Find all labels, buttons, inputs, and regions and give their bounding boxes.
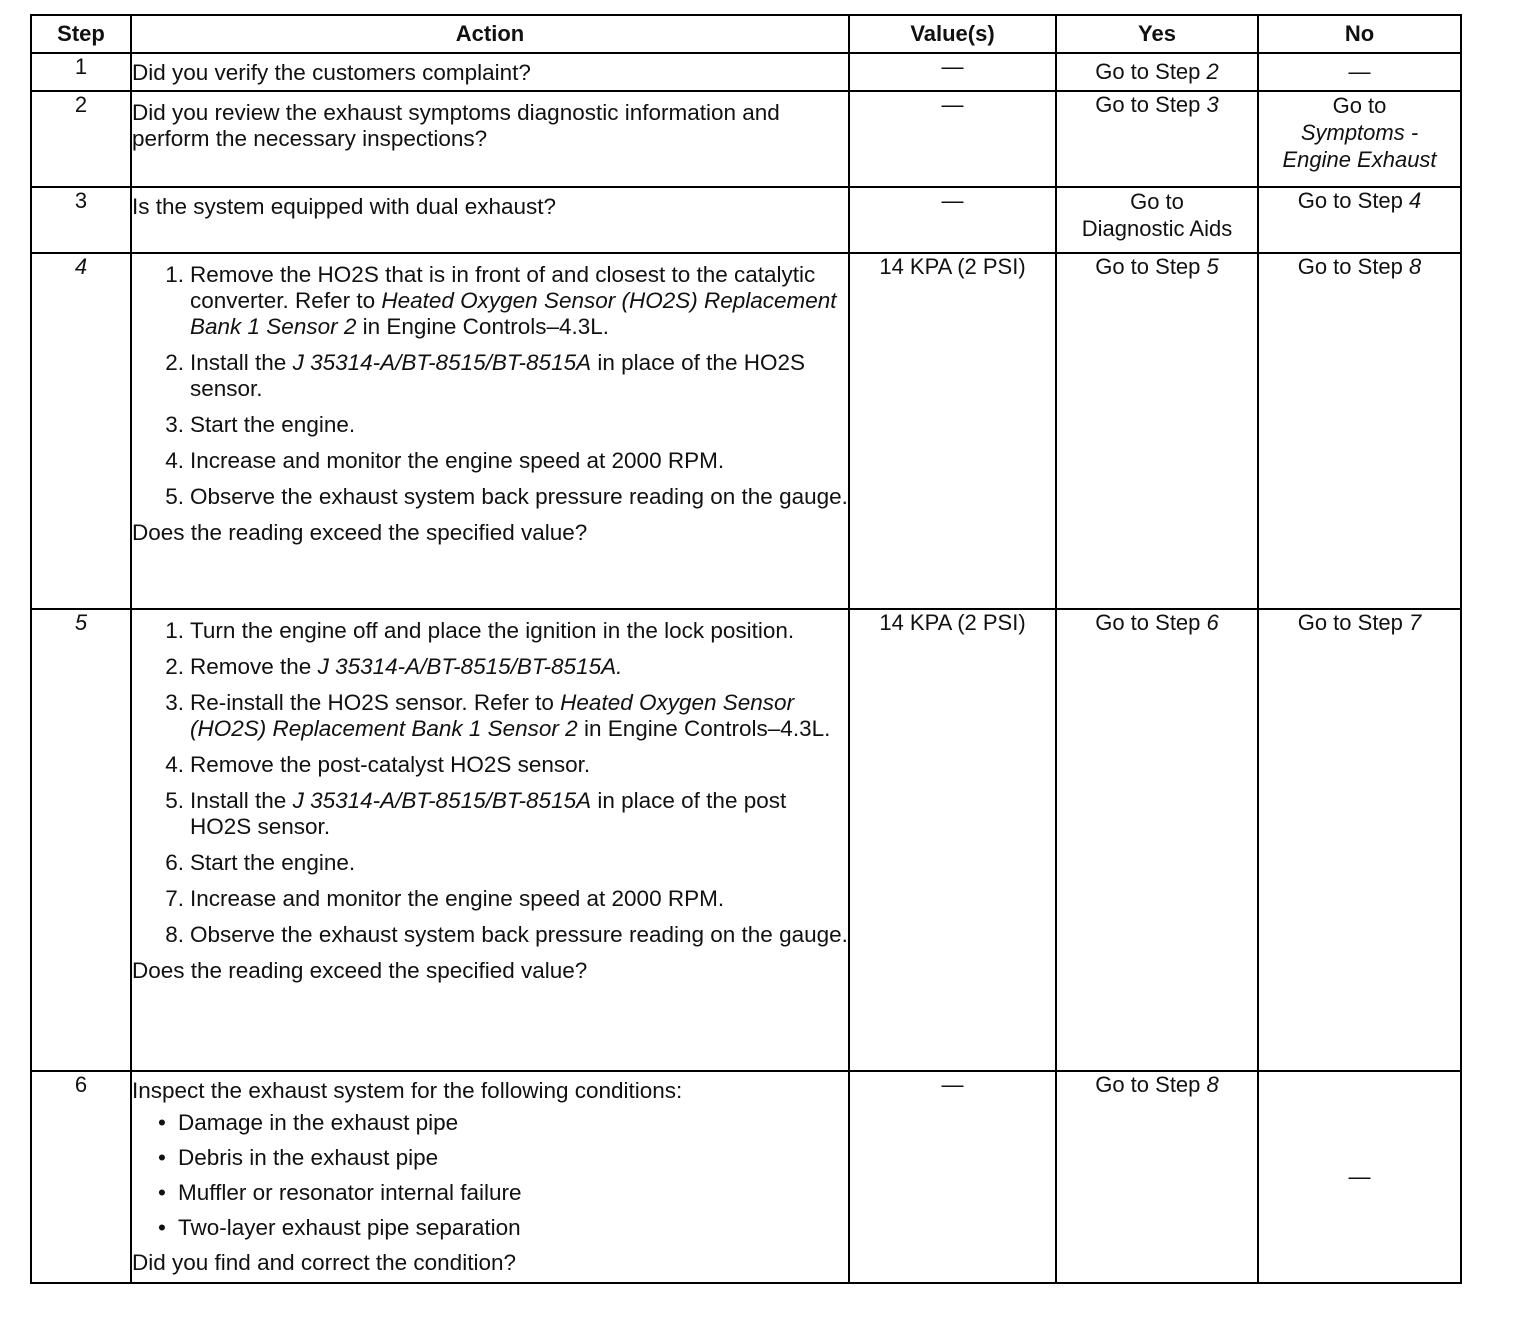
yes-cell: Go to Step 2 [1056, 53, 1258, 91]
action-cell [131, 1071, 849, 1283]
header-step: Step [31, 15, 131, 53]
action-question: Does the reading exceed the specified value? [132, 520, 588, 545]
yes-cell: Go to Step 3 [1056, 91, 1258, 187]
table-row [31, 253, 1461, 609]
list-item: 4. Increase and monitor the engine speed at 2000 RPM. [165, 448, 725, 473]
action-cell [131, 253, 849, 609]
no-cell: Go to Step 8 [1258, 253, 1461, 609]
list-item: 1. Turn the engine off and place the ignition in the lock position. [165, 618, 795, 643]
action-steps [132, 262, 848, 510]
list-item: 4. Remove the post-catalyst HO2S sensor. [165, 752, 591, 777]
value-cell: — [849, 1071, 1056, 1283]
header-yes: Yes [1056, 15, 1258, 53]
table-row [31, 53, 1461, 91]
table-row [31, 91, 1461, 187]
action-cell [131, 53, 849, 91]
list-item: 3. Start the engine. [165, 412, 356, 437]
list-item: 5. Install the J 35314-A/BT-8515/BT-8515A in place of the post HO2S sensor. [165, 788, 787, 839]
header-values: Value(s) [849, 15, 1056, 53]
yes-cell: Go to Step 6 [1056, 609, 1258, 1071]
no-cell: Go to Step 4 [1258, 187, 1461, 253]
action-cell [131, 91, 849, 187]
step-number: 1 [31, 53, 131, 91]
condition-list [132, 1110, 848, 1241]
table-row [31, 1071, 1461, 1283]
action-question: Did you review the exhaust symptoms diagnostic information and perform the necessary inspections? [132, 100, 780, 151]
no-cell: — [1258, 53, 1461, 91]
list-item: • Damage in the exhaust pipe [158, 1110, 459, 1135]
step-number: 3 [31, 187, 131, 253]
action-question: Did you find and correct the condition? [132, 1250, 516, 1275]
header-row [31, 15, 1461, 53]
action-question: Did you verify the customers complaint? [132, 60, 531, 85]
list-item: 6. Start the engine. [165, 850, 356, 875]
list-item: 7. Increase and monitor the engine speed at 2000 RPM. [165, 886, 725, 911]
value-cell: — [849, 53, 1056, 91]
step-number: 2 [31, 91, 131, 187]
table-row [31, 187, 1461, 253]
step-number: 5 [31, 609, 131, 1071]
action-intro: Inspect the exhaust system for the following conditions: [132, 1078, 683, 1103]
yes-cell: Go to Diagnostic Aids [1056, 187, 1258, 253]
list-item: 1. Remove the HO2S that is in front of and closest to the catalytic converter. Refer to Heated Oxygen Sensor (HO2S) Replacement Bank 1 Sensor 2 in Engine Controls–4.3L. [165, 262, 837, 339]
no-cell: Go to Step 7 [1258, 609, 1461, 1071]
list-item: 5. Observe the exhaust system back pressure reading on the gauge. [165, 484, 848, 509]
value-cell: 14 KPA (2 PSI) [849, 609, 1056, 1071]
value-cell: — [849, 91, 1056, 187]
value-cell: — [849, 187, 1056, 253]
table-row [31, 609, 1461, 1071]
list-item: • Debris in the exhaust pipe [158, 1145, 439, 1170]
list-item: 2. Remove the J 35314-A/BT-8515/BT-8515A. [165, 654, 623, 679]
action-question: Does the reading exceed the specified value? [132, 958, 588, 983]
action-cell [131, 609, 849, 1071]
action-question: Is the system equipped with dual exhaust? [132, 194, 557, 219]
diagnostic-table [30, 14, 1462, 1284]
list-item: • Muffler or resonator internal failure [158, 1180, 522, 1205]
header-no: No [1258, 15, 1461, 53]
yes-cell: Go to Step 8 [1056, 1071, 1258, 1283]
no-cell: Go to Symptoms - Engine Exhaust [1258, 91, 1461, 187]
header-action: Action [131, 15, 849, 53]
list-item: 8. Observe the exhaust system back pressure reading on the gauge. [165, 922, 848, 947]
list-item: • Two-layer exhaust pipe separation [158, 1215, 521, 1240]
yes-cell: Go to Step 5 [1056, 253, 1258, 609]
action-cell [131, 187, 849, 253]
list-item: 3. Re-install the HO2S sensor. Refer to Heated Oxygen Sensor (HO2S) Replacement Bank 1 Sensor 2 in Engine Controls–4.3L. [165, 690, 831, 741]
value-cell: 14 KPA (2 PSI) [849, 253, 1056, 609]
no-cell: — [1258, 1071, 1461, 1283]
step-number: 4 [31, 253, 131, 609]
action-steps [132, 618, 848, 948]
step-number: 6 [31, 1071, 131, 1283]
list-item: 2. Install the J 35314-A/BT-8515/BT-8515A in place of the HO2S sensor. [165, 350, 805, 401]
